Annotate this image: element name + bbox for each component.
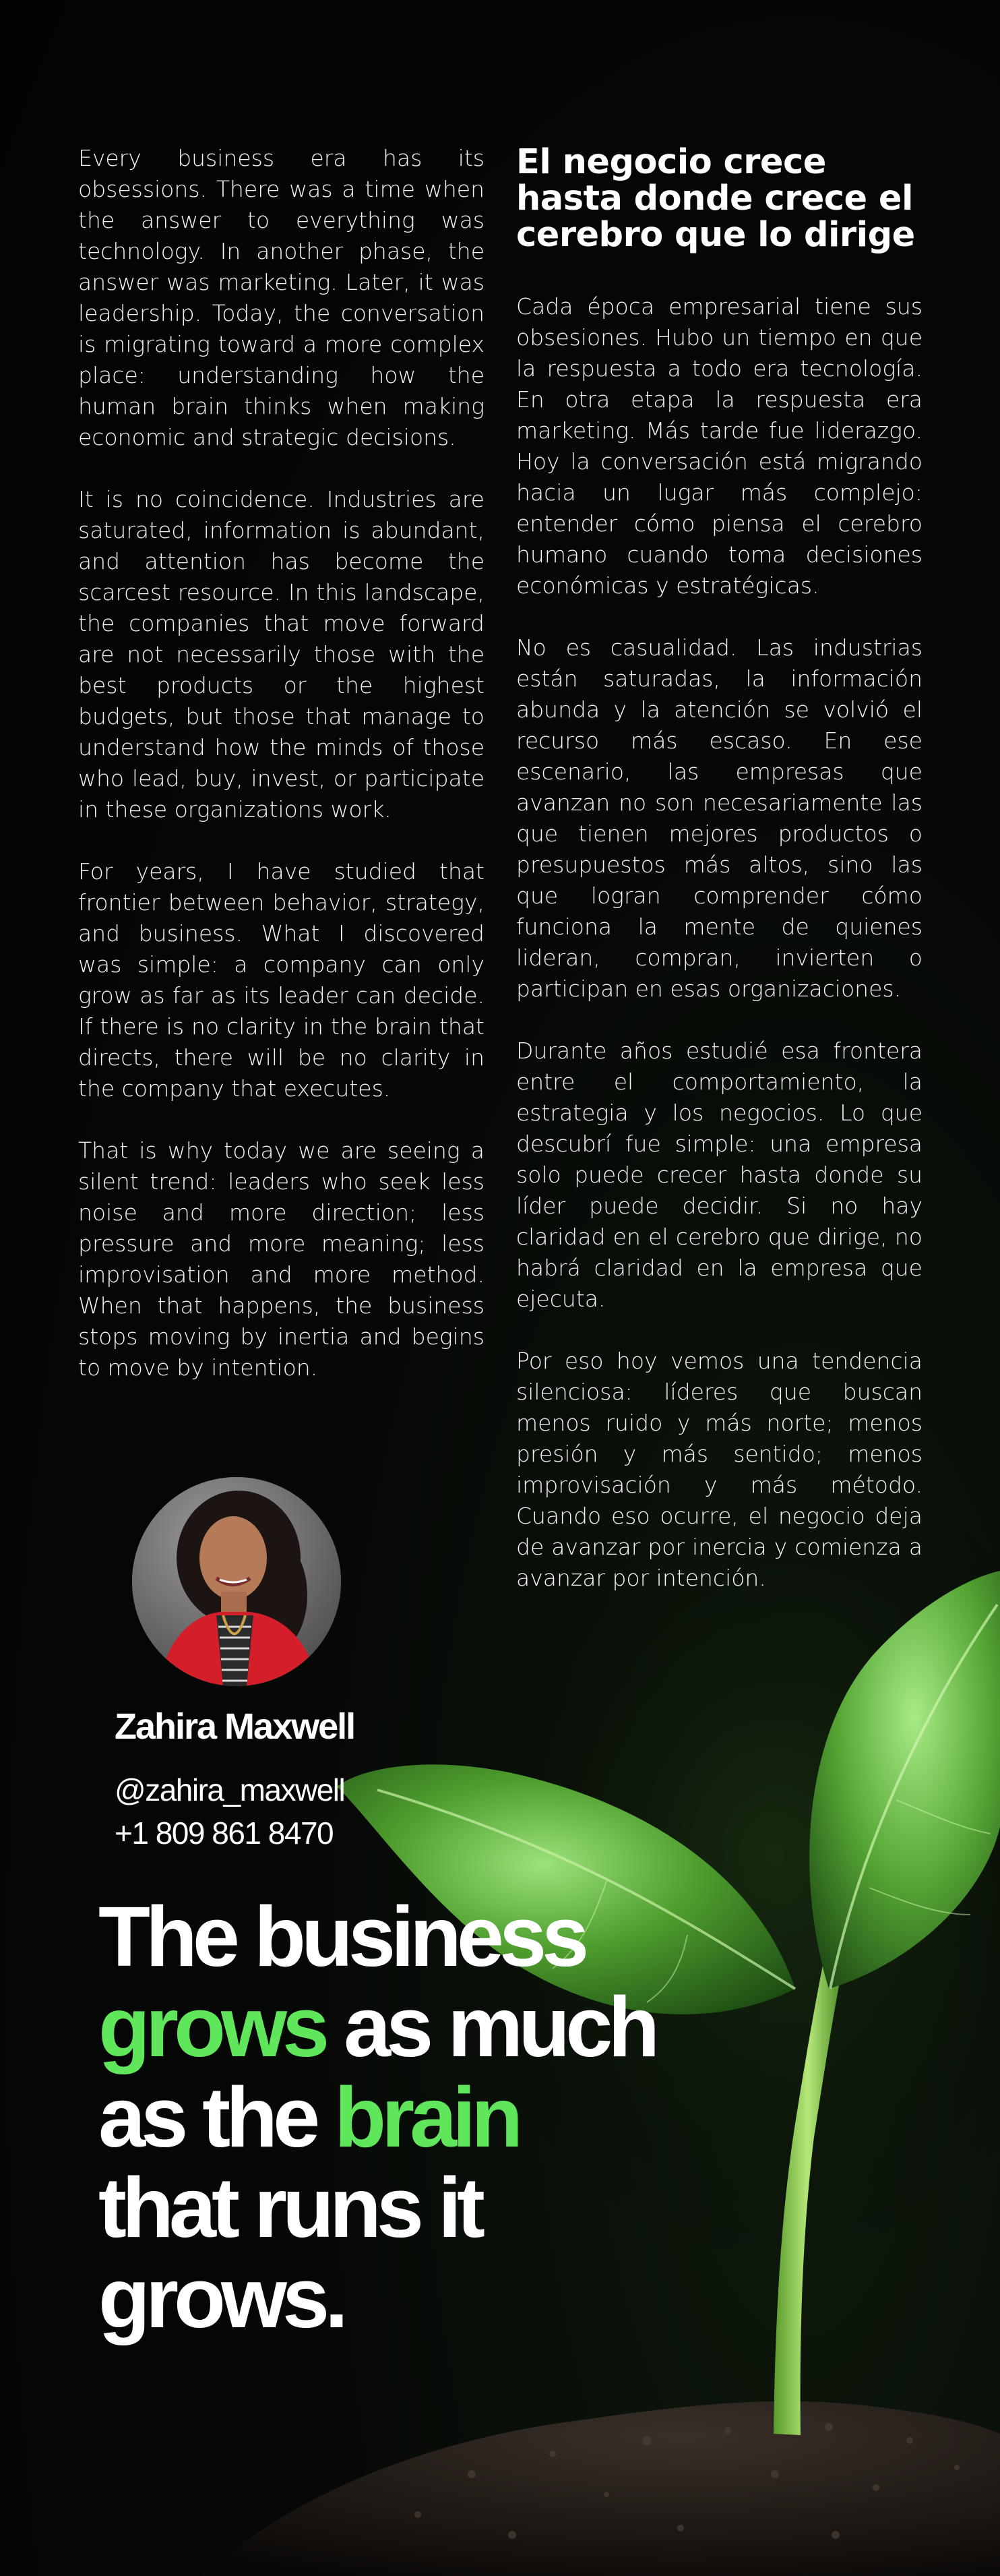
headline-text: as much — [325, 1979, 656, 2074]
article-body-spanish — [516, 144, 923, 1625]
paragraph: For years, I have studied that frontier between behavior, strategy, and business. What I discovered was simple: a company can only grow as far as its leader can decide. If there is no clarity in the brain that directs, there will be no clarity in the company that executes. — [78, 858, 485, 1102]
author-handle[interactable]: @zahira_maxwell — [115, 1772, 345, 1807]
headline-line-2 — [98, 1979, 705, 2074]
paragraph: It is no coincidence. Industries are saturated, information is abundant, and attention has become the scarcest resource. In this landscape, the companies that move forward are not necessarily those with the best products or the highest budgets, but those that manage to understand how the minds of those who lead, buy, invest, or participate in these organizations work. — [78, 486, 485, 822]
headline-line-1: The business — [98, 1889, 585, 1984]
author-name: Zahira Maxwell — [115, 1706, 355, 1747]
author-portrait-icon — [132, 1477, 341, 1686]
headline-line-5: grows. — [98, 2250, 344, 2345]
headline-text: as the — [98, 2070, 335, 2165]
headline-accent-grows: grows — [98, 1979, 325, 2074]
paragraph: That is why today we are seeing a silent trend: leaders who seek less noise and more direction; less pressure and more meaning; less improvisation and more method. When that happens, the business stops moving by inertia and begins to move by intention. — [78, 1137, 485, 1381]
author-phone[interactable]: +1 809 861 8470 — [115, 1816, 334, 1851]
article-body-english — [78, 143, 485, 1414]
headline-line-4: that runs it — [98, 2160, 480, 2255]
headline-accent-brain: brain — [334, 2070, 519, 2165]
author-avatar — [132, 1477, 341, 1686]
article-title: El negocio crece hasta donde crece el cerebro que lo dirige — [516, 142, 915, 255]
headline-line-3 — [98, 2072, 705, 2163]
headline — [98, 1889, 705, 2345]
paragraph: Durante años estudié esa frontera entre el comportamiento, la estrategia y los negocios. Lo que descubrí fue simple: una empresa solo puede crecer hasta donde su líder puede decidir. Si no hay claridad en el cerebro que dirige, no habrá claridad en la empresa que ejecuta. — [516, 1038, 923, 1312]
paragraph: Every business era has its obsessions. There was a time when the answer to everything was technology. In another phase, the answer was marketing. Later, it was leadership. Today, the conversation is migrating toward a more complex place: understanding how the human brain thinks when making economic and strategic decisions. — [78, 145, 485, 450]
paragraph: Por eso hoy vemos una tendencia silenciosa: líderes que buscan menos ruido y más norte; menos presión y más sentido; menos improvisación y más método. Cuando eso ocurre, el negocio deja de avanzar por inercia y comienza a avanzar por intención. — [516, 1348, 923, 1591]
paragraph: No es casualidad. Las industrias están saturadas, la información abunda y la atención se volvió el recurso más escaso. En ese escenario, las empresas que avanzan no son necesariamente las que tienen mejores productos o presupuestos más altos, sino las que logran comprender cómo funciona la mente de quienes lideran, compran, invierten o participan en esas organizaciones. — [516, 634, 923, 1002]
paragraph: Cada época empresarial tiene sus obsesiones. Hubo un tiempo en que la respuesta a todo era tecnología. En otra etapa la respuesta era marketing. Más tarde fue liderazgo. Hoy la conversación está migrando hacia un lugar más complejo: entender cómo piensa el cerebro humano cuando toma decisiones económicas y estratégicas. — [516, 293, 923, 599]
